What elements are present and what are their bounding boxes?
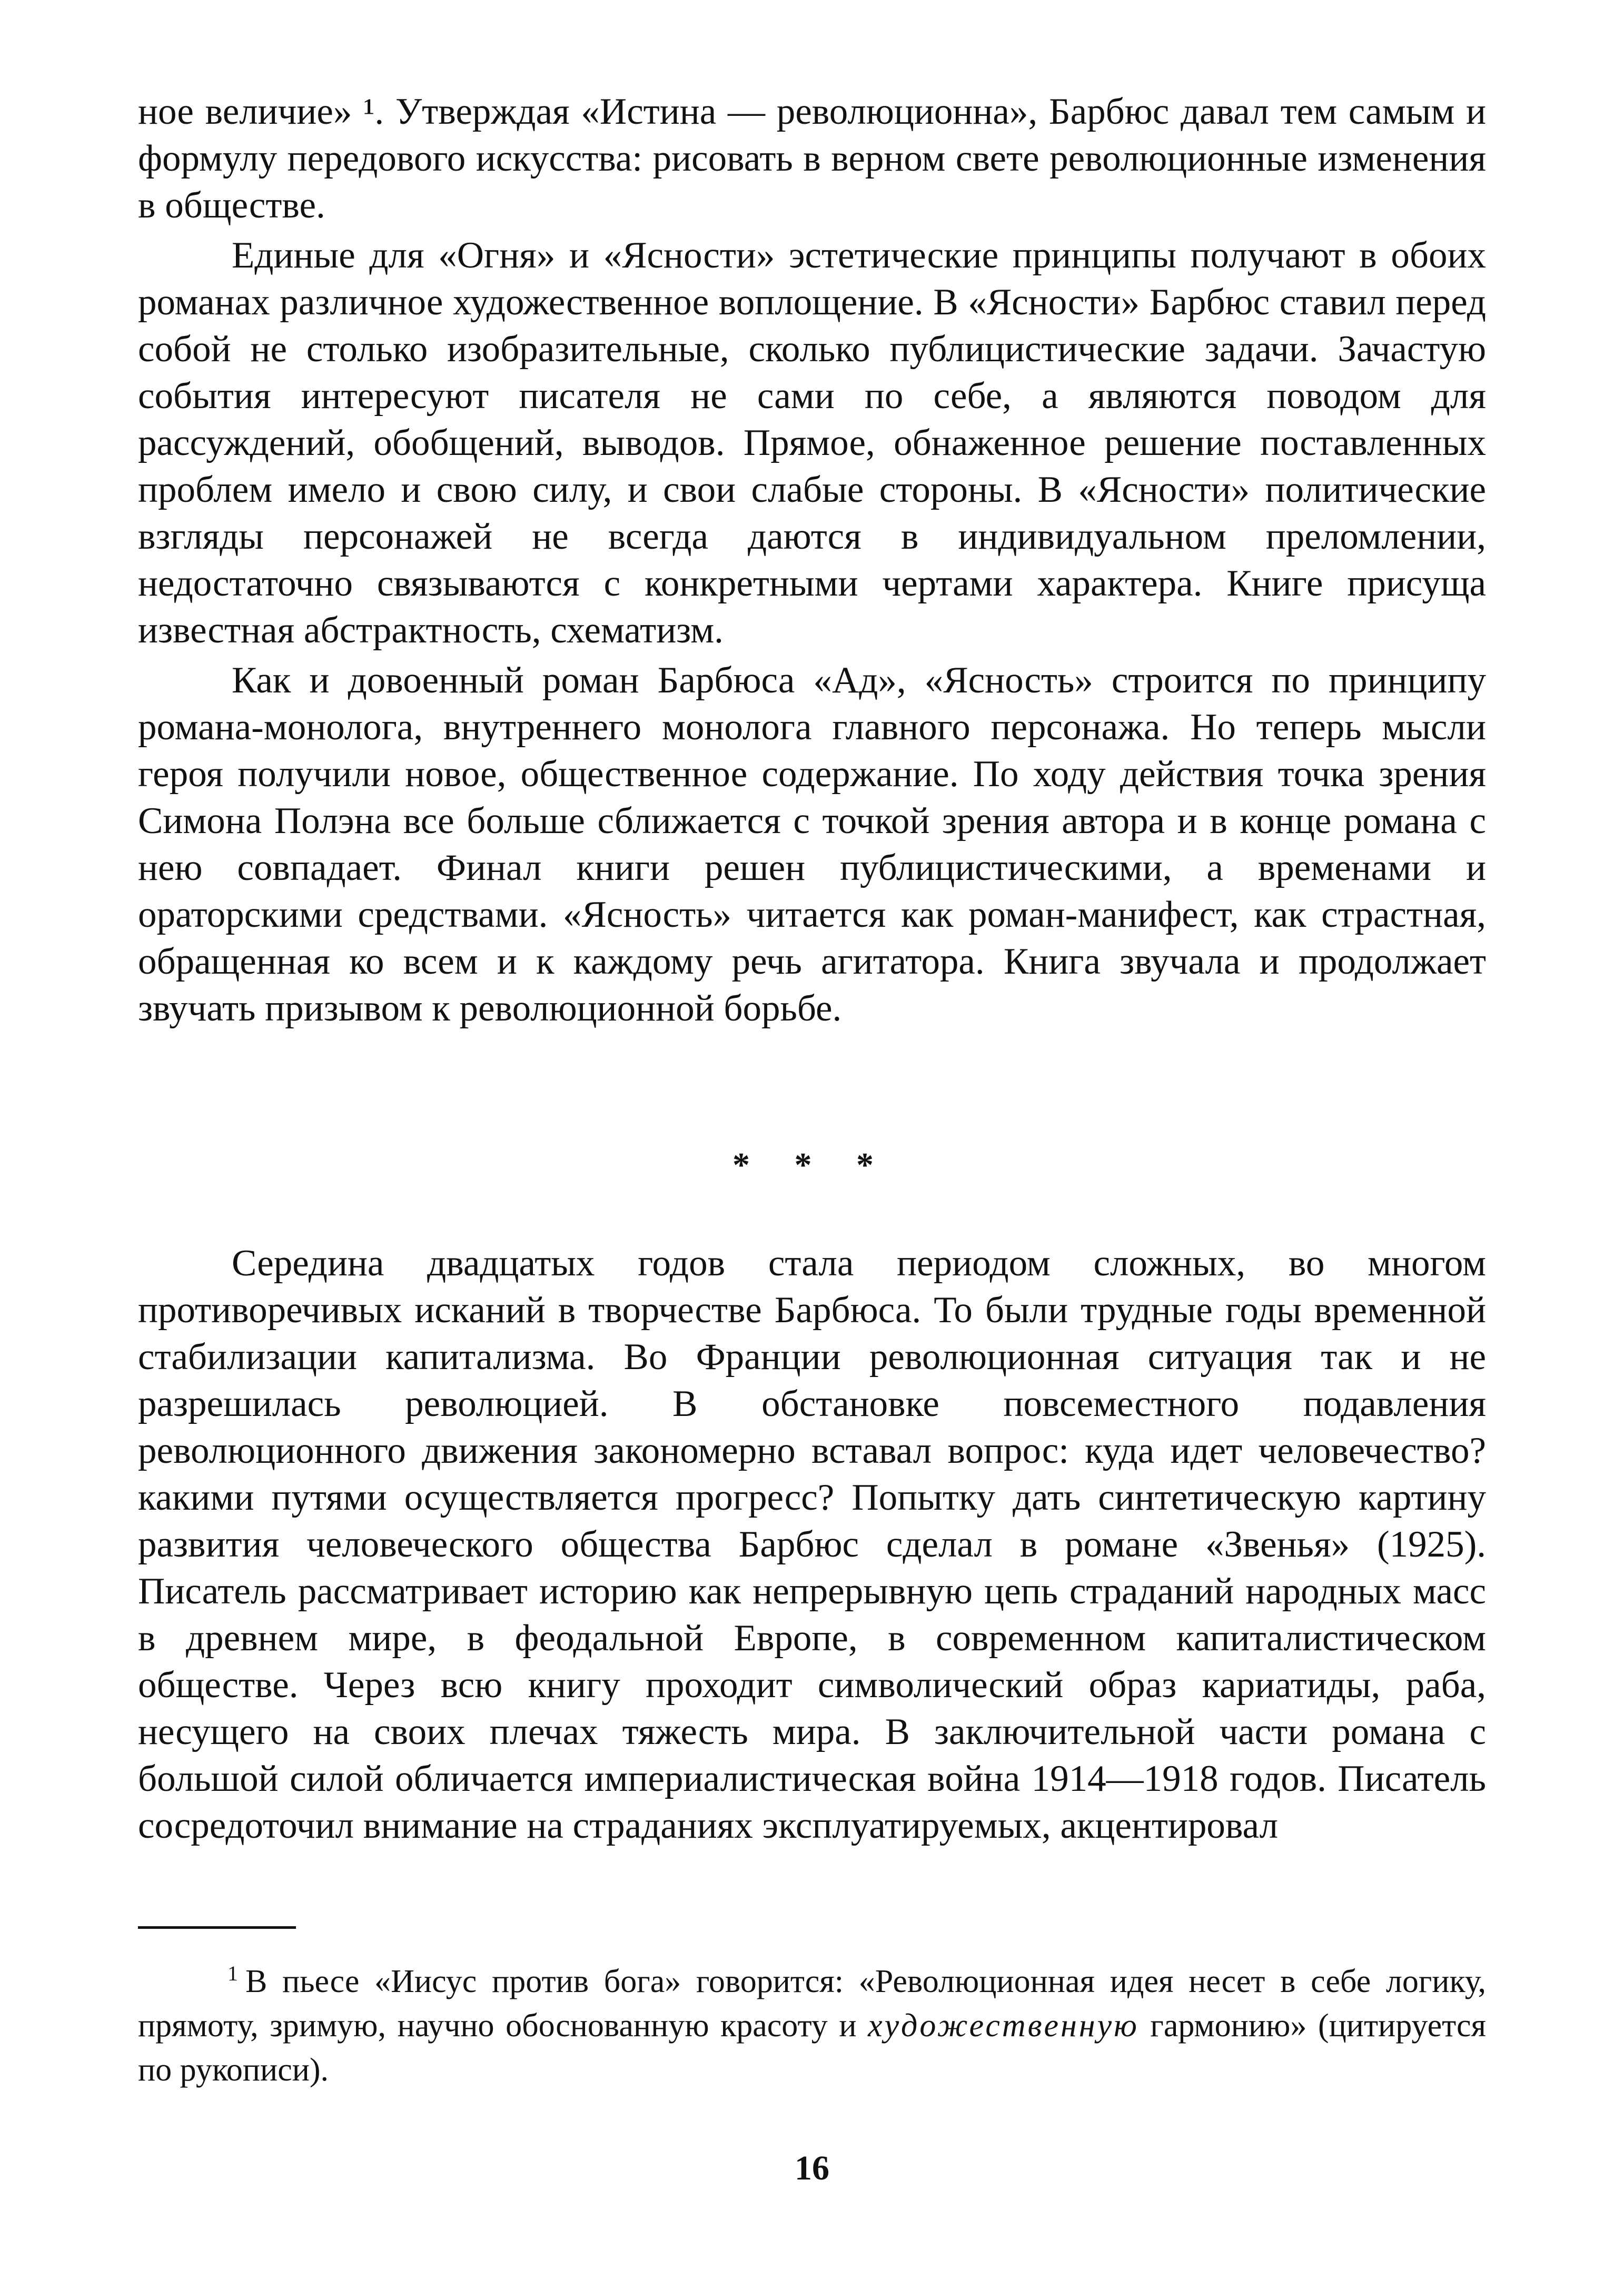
page-number: 16 [795, 2149, 829, 2187]
footnote-text-start: В пьесе «Иисус против бога» говорится: «Революционная идея несет в себе логику, прямоту, зримую, научно обоснованную красоту и [138, 1964, 1486, 2044]
footnote-emphasis: художественную [868, 2008, 1139, 2044]
footnote-mark: 1 [227, 1961, 238, 1985]
main-text-top [138, 88, 1486, 1032]
main-text-bottom [138, 1240, 1486, 1849]
footnote-text-end: гармонию» (цитируется по рукописи). [138, 2008, 1486, 2088]
paragraph-continued: ное величие» ¹. Утверждая «Истина — революционна», Барбюс давал тем самым и формулу передового искусства: рисовать в верном свете революционные изменения в обществе. [138, 91, 1486, 226]
footnote-paragraph [138, 1951, 1486, 2092]
section-divider-asterisks: * * * [732, 1146, 892, 1184]
paragraph-aesthetic-principles: Единые для «Огня» и «Ясности» эстетические принципы получают в обоих романах различное художественное воплощение. В «Ясности» Барбюс ставил перед собой не столько изобразительные, сколько публицистические задачи. Зачастую события интересуют писателя не сами по себе, а являются поводом для рассуждений, обобщений, выводов. Прямое, обнаженное решение поставленных проблем имело и свою силу, и свои слабые стороны. В «Ясности» политические взгляды персонажей не всегда даются в индивидуальном преломлении, недостаточно связываются с конкретными чертами характера. Книге присуща известная абстрактность, схематизм. [138, 235, 1486, 651]
footnote-separator-line [138, 1926, 296, 1929]
paragraph-mid-twenties: Середина двадцатых годов стала периодом сложных, во многом противоречивых исканий в творчестве Барбюса. То были трудные годы временной стабилизации капитализма. Во Франции революционная ситуация так и не разрешилась революцией. В обстановке повсеместного подавления революционного движения закономерно вставал вопрос: куда идет человечество? какими путями осуществляется прогресс? Попытку дать синтетическую картину развития человеческого общества Барбюс сделал в романе «Звенья» (1925). Писатель рассматривает историю как непрерывную цепь страданий народных масс в древнем мире, в феодальной Европе, в современном капиталистическом обществе. Через всю книгу проходит символический образ кариатиды, раба, несущего на своих плечах тяжесть мира. В заключительной части романа с большой силой обличается империалистическая война 1914—1918 годов. Писатель сосредоточил внимание на страданиях эксплуатируемых, акцентировал [138, 1243, 1486, 1846]
paragraph-monologue-novel: Как и довоенный роман Барбюса «Ад», «Ясность» строится по принципу романа-монолога, внутреннего монолога главного персонажа. Но теперь мысли героя получили новое, общественное содержание. По ходу действия точка зрения Симона Полэна все больше сближается с точкой зрения автора и в конце романа с нею совпадает. Финал книги решен публицистическими, а временами и ораторскими средствами. «Ясность» читается как роман-манифест, как страстная, обращенная ко всем и к каждому речь агитатора. Книга звучала и продолжает звучать призывом к революционной борьбе. [138, 660, 1486, 1029]
footnote [138, 1951, 1486, 2092]
